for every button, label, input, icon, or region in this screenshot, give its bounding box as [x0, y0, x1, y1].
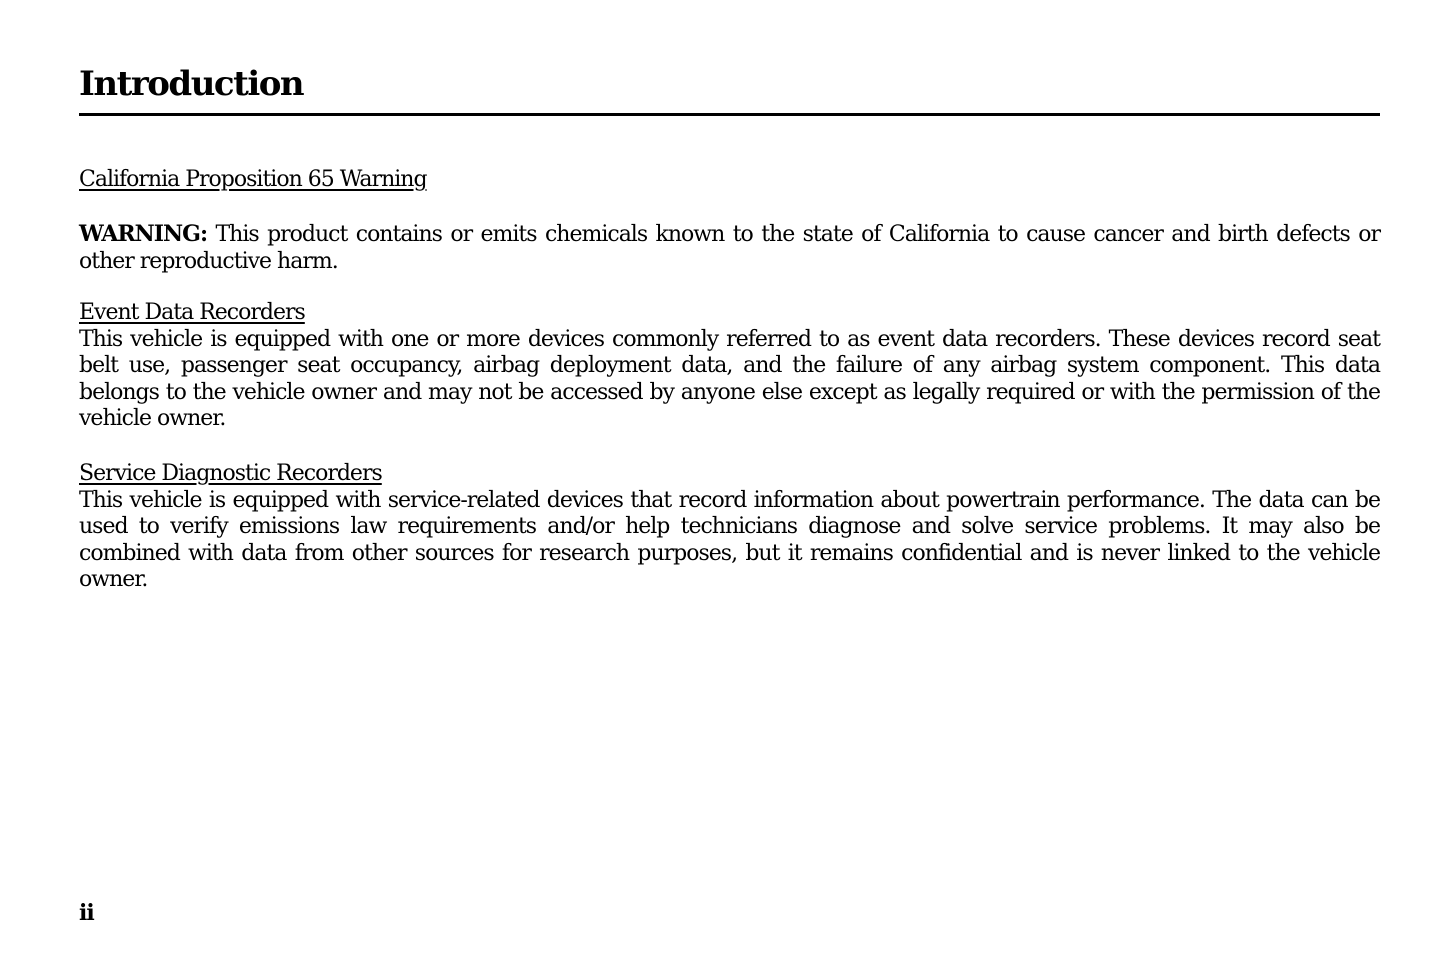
prop65-section	[79, 167, 1380, 194]
sdr-section	[79, 461, 1380, 594]
warning-label: WARNING:	[79, 221, 208, 247]
warning-text: This product contains or emits chemicals known to the state of California to cause cancer and birth defects or other reproductive harm.	[79, 222, 1380, 274]
page-number: ii	[79, 900, 94, 926]
page-title: Introduction	[79, 64, 304, 104]
sdr-heading: Service Diagnostic Recorders	[79, 461, 382, 486]
sdr-body: This vehicle is equipped with service-related devices that record information about powertrain performance. The data can be used to verify emissions law requirements and/or help technicians diagnose and solve service problems. It may also be combined with data from other sources for research purposes, but it remains confidential and is never linked to the vehicle owner.	[79, 487, 1380, 592]
edr-section	[79, 300, 1380, 433]
edr-body: This vehicle is equipped with one or more devices commonly referred to as event data recorders. These devices record seat belt use, passenger seat occupancy, airbag deployment data, and the failure of any airbag system component. This data belongs to the vehicle owner and may not be accessed by anyone else except as legally required or with the permission of the vehicle owner.	[79, 326, 1380, 431]
edr-heading: Event Data Recorders	[79, 300, 305, 325]
manual-page	[79, 0, 1380, 965]
prop65-warning-paragraph	[79, 221, 1380, 275]
title-divider	[79, 113, 1380, 116]
prop65-warning	[79, 221, 1380, 275]
prop65-heading: California Proposition 65 Warning	[79, 167, 427, 192]
